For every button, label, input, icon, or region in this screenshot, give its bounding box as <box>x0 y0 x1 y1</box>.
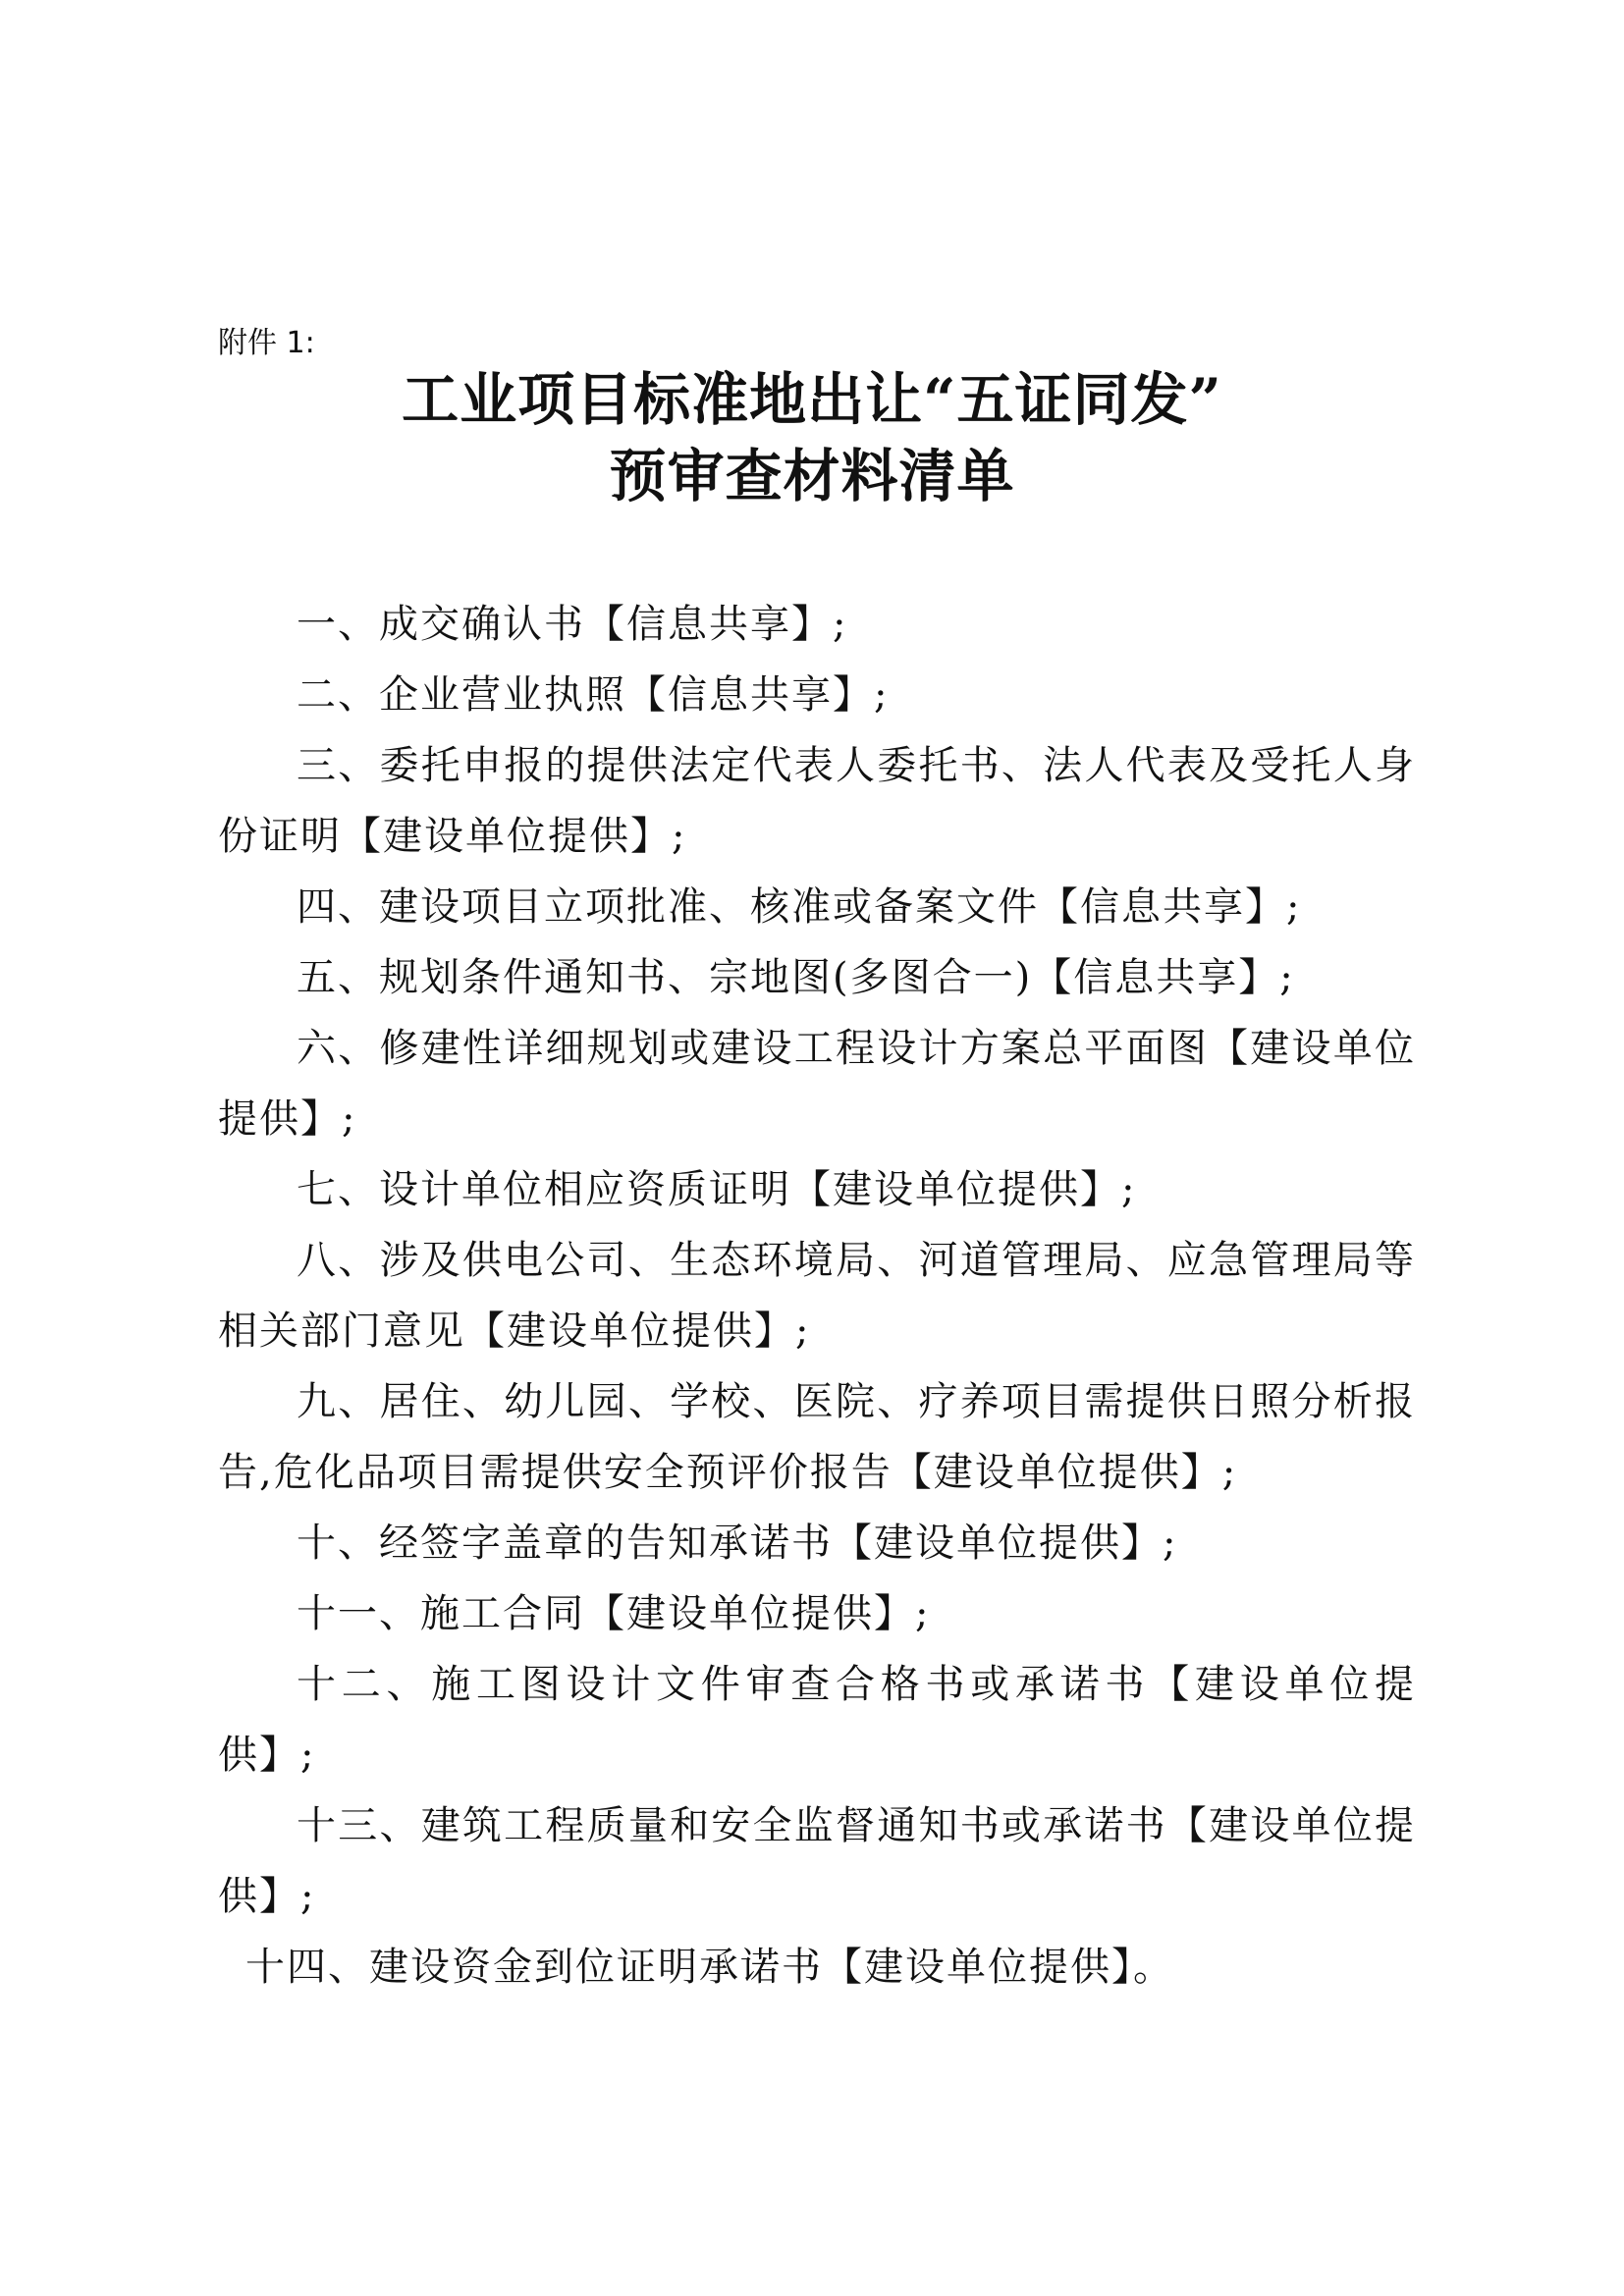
list-item-12: 十二、施工图设计文件审查合格书或承诺书【建设单位提供】; <box>218 1662 1416 1778</box>
list-item-6: 六、修建性详细规划或建设工程设计方案总平面图【建设单位提供】; <box>218 1026 1416 1142</box>
list-item-5: 五、规划条件通知书、宗地图(多图合一)【信息共享】; <box>297 955 1295 1000</box>
list-item-1: 一、成交确认书【信息共享】; <box>297 602 848 647</box>
list-item-13: 十三、建筑工程质量和安全监督通知书或承诺书【建设单位提供】; <box>218 1803 1416 1919</box>
list-item-4: 四、建设项目立项批准、核准或备案文件【信息共享】; <box>297 884 1302 930</box>
list-item-14: 十四、建设资金到位证明承诺书【建设单位提供】。 <box>245 1945 1174 1990</box>
list-item-9: 九、居住、幼儿园、学校、医院、疗养项目需提供日照分析报告,危化品项目需提供安全预评价报告【建设单位提供】; <box>218 1379 1416 1495</box>
materials-list <box>218 589 1416 2002</box>
list-item-2: 二、企业营业执照【信息共享】; <box>297 672 890 718</box>
list-item-10: 十、经签字盖章的告知承诺书【建设单位提供】; <box>297 1521 1178 1566</box>
title-line-1: 工业项目标准地出让“五证同发” <box>402 366 1222 433</box>
list-item-3: 三、委托申报的提供法定代表人委托书、法人代表及受托人身份证明【建设单位提供】; <box>218 743 1416 859</box>
list-item-11: 十一、施工合同【建设单位提供】; <box>297 1591 931 1636</box>
title-line-2: 预审查材料清单 <box>609 443 1015 509</box>
list-item-7: 七、设计单位相应资质证明【建设单位提供】; <box>297 1167 1137 1212</box>
list-item-8: 八、涉及供电公司、生态环境局、河道管理局、应急管理局等相关部门意见【建设单位提供】; <box>218 1238 1416 1354</box>
attachment-label: 附件 1: <box>218 326 315 360</box>
